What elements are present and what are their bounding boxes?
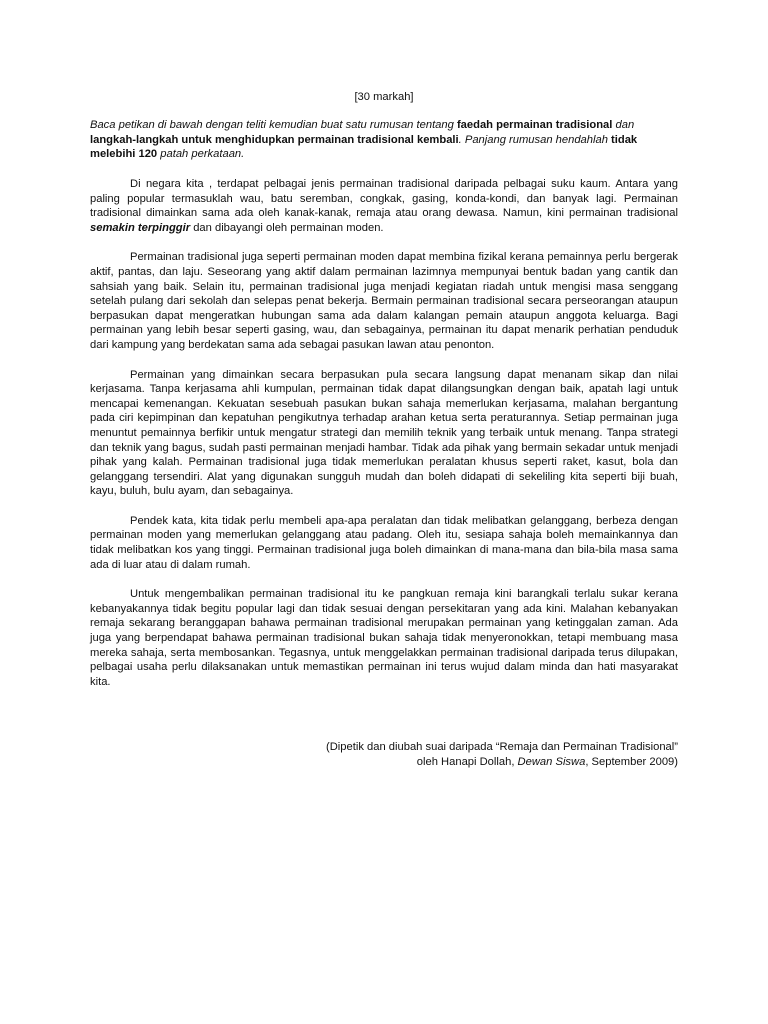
instruction-part-3: . Panjang rumusan hendahlah	[458, 133, 612, 146]
instruction-part-4: patah perkataan.	[157, 148, 245, 161]
paragraph-1-start: Di negara kita , terdapat pelbagai jenis permainan tradisional daripada pelbagai suku kaum. Antara yang paling popular termasuklah wau, batu seremban, congkak, gasing, konda-kondi, dan banyak lagi. Permainan tradisional dimainkan sama ada oleh kanak-kanak, remaja atau orang dewasa. Namun, kini permainan tradisional	[90, 178, 678, 220]
instruction-block	[90, 118, 678, 162]
paragraph-2: Permainan tradisional juga seperti permainan moden dapat membina fizikal kerana pemainnya perlu bergerak aktif, pantas, dan laju. Seseorang yang aktif dalam permainan lazimnya mempunyai bentuk badan yang cantik dan sahsiah yang baik. Selain itu, permainan tradisional juga menjadi kegiatan riadah untuk mengisi masa senggang setelah pulang dari sekolah dan selepas penat bekerja. Bermain permainan tradisional secara perseorangan ataupun berpasukan dapat mengeratkan hubungan sama ada dalam kalangan pemain ataupun anggota keluarga. Bagi permainan yang lebih besar seperti gasing, wau, dan sebagainya, permainan itu dapat menarik perhatian penduduk dari kampung yang berdekatan sama ada sebagai pasukan lawan atau penonton.	[90, 251, 678, 351]
passage	[90, 177, 678, 704]
instruction-part-1: Baca petikan di bawah dengan teliti kemudian buat satu rumusan tentang	[90, 119, 457, 131]
paragraph-1-emphasis: semakin terpinggir	[90, 221, 191, 234]
credit-date: , September 2009)	[585, 755, 678, 768]
credit-line-1: (Dipetik dan diubah suai daripada “Remaja dan Permainan Tradisional”	[326, 741, 678, 753]
paragraph-1	[90, 177, 678, 235]
instruction-part-2: dan	[612, 119, 635, 131]
instruction-bold-3: tidak melebihi 120	[90, 133, 638, 161]
marks-label: [30 markah]	[354, 91, 414, 103]
paragraph-3: Permainan yang dimainkan secara berpasukan pula secara langsung dapat menanam sikap dan nilai kerjasama. Tanpa kerjasama ahli kumpulan, permainan tidak dapat dilangsungkan dengan baik, apatah lagi untuk mencapai kemenangan. Kekuatan sesebuah pasukan bukan sahaja memerlukan kerjasama, malahan bergantung pada ciri kepimpinan dan kepatuhan pengikutnya terhadap arahan ketua serta peraturannya. Setiap permainan juga menuntut pemainnya berfikir untuk mengatur strategi dan memilih teknik yang terbaik untuk menang. Tanpa strategi dan teknik yang bagus, sudah pasti permainan menjadi hambar. Tidak ada pihak yang bermain sekadar untuk menjadi pihak yang kalah. Permainan tradisional juga tidak memerlukan peralatan khusus seperti raket, kasut, bola dan gelanggang tersendiri. Alat yang digunakan sungguh mudah dan boleh didapati di sekeliling kita seperti biji buah, kayu, buluh, bulu ayam, dan sebagainya.	[90, 368, 678, 498]
paragraph-5: Untuk mengembalikan permainan tradisional itu ke pangkuan remaja kini barangkali terlalu sukar kerana kebanyakannya tidak begitu popular lagi dan tidak sesuai dengan persekitaran yang ada kini. Malahan kebanyakan remaja sekarang beranggapan bahawa permainan tradisional merupakan permainan yang ketinggalan zaman. Ada juga yang berpendapat bahawa permainan tradisional bukan sahaja tidak menyeronokkan, tetapi membuang masa mereka sahaja, serta membosankan. Tegasnya, untuk menggelakkan permainan tradisional daripada terus dilupakan, pelbagai usaha perlu dilaksanakan untuk memastikan permainan ini terus wujud dalam minda dan hati masyarakat kita.	[90, 588, 678, 688]
credit-author: oleh Hanapi Dollah,	[416, 755, 518, 768]
paragraph-1-end: dan dibayangi oleh permainan moden.	[190, 221, 384, 234]
credit-line-2	[178, 755, 678, 770]
instruction-bold-1: faedah permainan tradisional	[456, 119, 613, 131]
credit-publication: Dewan Siswa	[517, 755, 586, 768]
paragraph-4: Pendek kata, kita tidak perlu membeli apa-apa peralatan dan tidak melibatkan gelanggang, berbeza dengan permainan moden yang memerlukan gelanggang atau padang. Oleh itu, sesiapa sahaja boleh memainkannya dan tidak melibatkan kos yang tinggi. Permainan tradisional juga boleh dimainkan di mana-mana dan bila-bila masa sama ada di luar atau di dalam rumah.	[90, 514, 678, 571]
source-credit	[178, 740, 678, 769]
instruction-bold-2: langkah-langkah untuk menghidupkan permainan tradisional kembali	[90, 133, 459, 146]
instruction-text	[90, 118, 678, 162]
